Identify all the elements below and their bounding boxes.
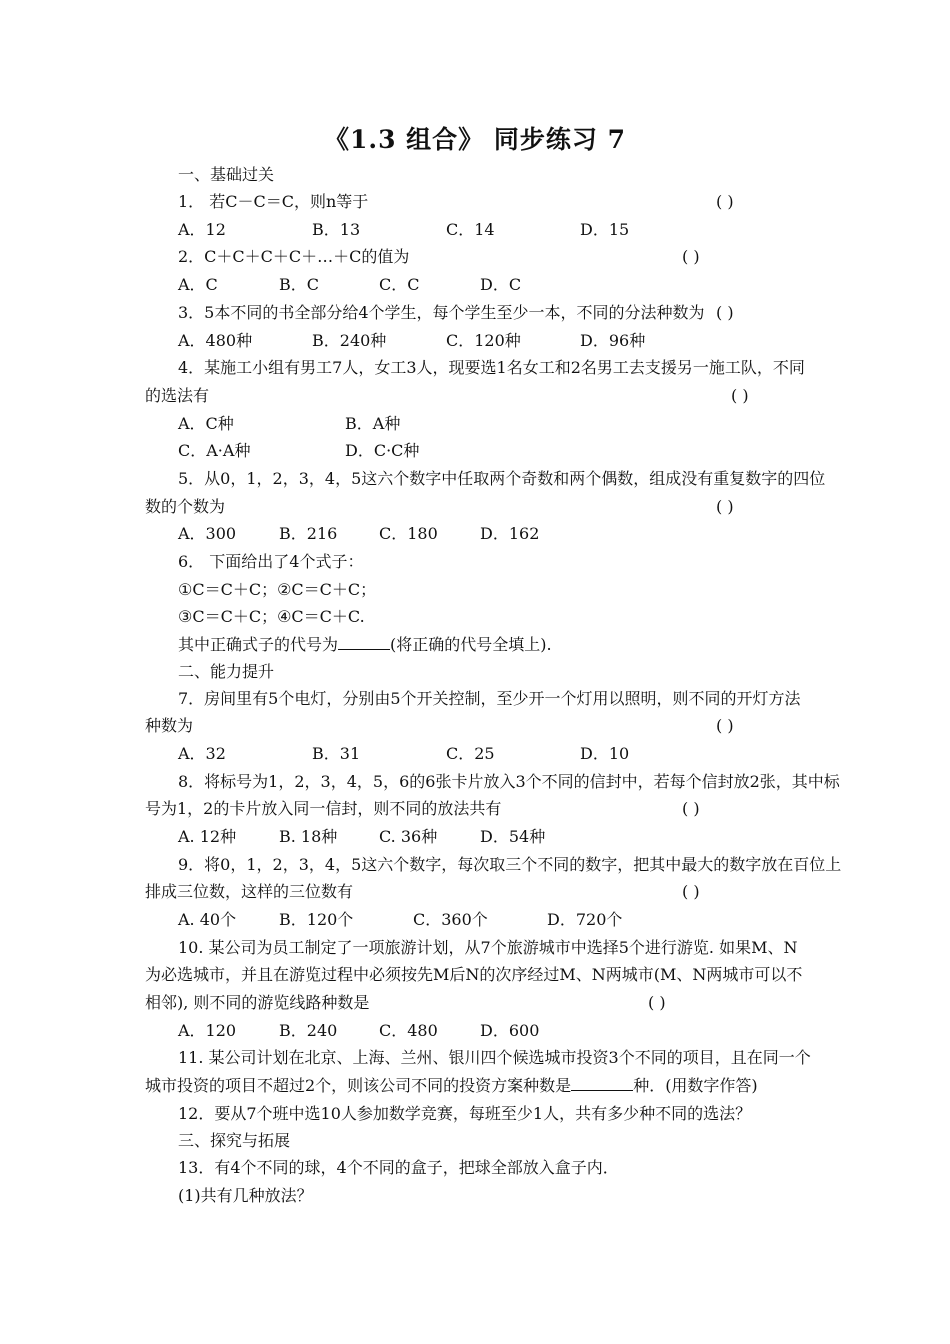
option-a: A．300 [178, 524, 237, 543]
question-1: 1． 若C－C＝C，则n等于 [178, 192, 369, 211]
question-8-cont: 号为1，2的卡片放入同一信封，则不同的放法共有 [145, 799, 502, 818]
question-6: 6． 下面给出了4个式子： [178, 552, 364, 571]
answer-parens: ( ) [716, 303, 734, 322]
answer-parens: ( ) [716, 716, 734, 735]
option-a: A．12 [178, 220, 226, 239]
option-d: D．720个 [547, 910, 623, 929]
option-b: B. 18种 [279, 827, 338, 846]
question-6-formulas-2: ③C＝C＋C；④C＝C＋C. [178, 607, 365, 626]
option-d: D．15 [580, 220, 630, 239]
answer-blank[interactable] [571, 1076, 633, 1091]
option-c: C．A·A种 [178, 441, 251, 460]
option-b: B．13 [312, 220, 361, 239]
section-heading: 一、基础过关 [178, 165, 275, 184]
option-d: D．96种 [580, 331, 646, 350]
question-11: 11. 某公司计划在北京、上海、兰州、银川四个候选城市投资3个不同的项目，且在同一个 [178, 1048, 811, 1067]
option-a: A．480种 [178, 331, 253, 350]
question-11-cont [145, 1076, 758, 1096]
option-a: A．32 [178, 744, 226, 763]
question-3: 3．5本不同的书全部分给4个学生，每个学生至少一本，不同的分法种数为 [178, 303, 705, 322]
question-5: 5．从0，1，2，3，4，5这六个数字中任取两个奇数和两个偶数，组成没有重复数字的四位 [178, 469, 826, 488]
option-d: D．C·C种 [345, 441, 420, 460]
answer-parens: ( ) [716, 497, 734, 516]
question-6-prompt-pre: 其中正确式子的代号为 [178, 635, 339, 654]
question-4-cont: 的选法有 [145, 386, 210, 405]
option-c: C．C [379, 275, 420, 294]
answer-parens: ( ) [648, 993, 666, 1012]
option-b: B．240种 [312, 331, 387, 350]
section-heading: 三、探究与拓展 [178, 1131, 291, 1150]
question-9-cont: 排成三位数，这样的三位数有 [145, 882, 354, 901]
option-d: D．54种 [480, 827, 546, 846]
question-10-cont: 为必选城市，并且在游览过程中必须按先M后N的次序经过M、N两城市(M、N两城市可以不 [145, 965, 803, 984]
question-8: 8．将标号为1，2，3，4，5，6的6张卡片放入3个不同的信封中，若每个信封放2张，其中标 [178, 772, 840, 791]
option-a: A. 12种 [178, 827, 237, 846]
option-a: A．C种 [178, 414, 234, 433]
answer-parens: ( ) [682, 247, 700, 266]
question-11-post: 种．(用数字作答) [633, 1076, 758, 1095]
option-c: C．480 [379, 1021, 438, 1040]
option-c: C．14 [446, 220, 495, 239]
question-7-cont: 种数为 [145, 716, 194, 735]
option-b: B．216 [279, 524, 338, 543]
option-b: B．120个 [279, 910, 354, 929]
answer-blank[interactable] [338, 635, 390, 650]
option-c: C. 36种 [379, 827, 438, 846]
question-7: 7．房间里有5个电灯，分别由5个开关控制，至少开一个灯用以照明，则不同的开灯方法 [178, 689, 801, 708]
question-4: 4．某施工小组有男工7人，女工3人，现要选1名女工和2名男工去支援另一施工队，不同 [178, 358, 805, 377]
answer-parens: ( ) [716, 192, 734, 211]
question-13-part-1: (1)共有几种放法？ [178, 1186, 313, 1205]
option-c: C．360个 [413, 910, 488, 929]
option-d: D．600 [480, 1021, 540, 1040]
answer-parens: ( ) [731, 386, 749, 405]
question-10: 10. 某公司为员工制定了一项旅游计划，从7个旅游城市中选择5个进行游览. 如果M、N [178, 938, 798, 957]
option-c: C．180 [379, 524, 438, 543]
answer-parens: ( ) [682, 799, 700, 818]
option-b: B．240 [279, 1021, 338, 1040]
option-a: A．120 [178, 1021, 237, 1040]
option-a: A. 40个 [178, 910, 237, 929]
option-b: B．A种 [345, 414, 401, 433]
question-12: 12．要从7个班中选10人参加数学竞赛，每班至少1人，共有多少种不同的选法？ [178, 1104, 752, 1123]
option-d: D．C [480, 275, 522, 294]
option-c: C．25 [446, 744, 495, 763]
answer-parens: ( ) [682, 882, 700, 901]
question-11-pre: 城市投资的项目不超过2个，则该公司不同的投资方案种数是 [145, 1076, 572, 1095]
question-5-cont: 数的个数为 [145, 497, 226, 516]
option-a: A．C [178, 275, 218, 294]
option-c: C．120种 [446, 331, 521, 350]
section-heading: 二、能力提升 [178, 662, 275, 681]
question-6-formulas-1: ①C＝C＋C；②C＝C＋C； [178, 580, 377, 599]
page-title: 《1.3 组合》 同步练习 7 [323, 125, 626, 154]
option-d: D．162 [480, 524, 540, 543]
question-6-prompt [178, 635, 552, 655]
question-2: 2．C＋C＋C＋C＋…＋C的值为 [178, 247, 410, 266]
question-9: 9．将0，1，2，3，4，5这六个数字，每次取三个不同的数字，把其中最大的数字放在百位上 [178, 855, 842, 874]
question-13: 13．有4个不同的球，4个不同的盒子，把球全部放入盒子内． [178, 1158, 619, 1177]
question-6-prompt-post: (将正确的代号全填上). [390, 635, 552, 654]
option-d: D．10 [580, 744, 630, 763]
question-10-cont: 相邻), 则不同的游览线路种数是 [145, 993, 370, 1012]
option-b: B．31 [312, 744, 361, 763]
option-b: B．C [279, 275, 320, 294]
